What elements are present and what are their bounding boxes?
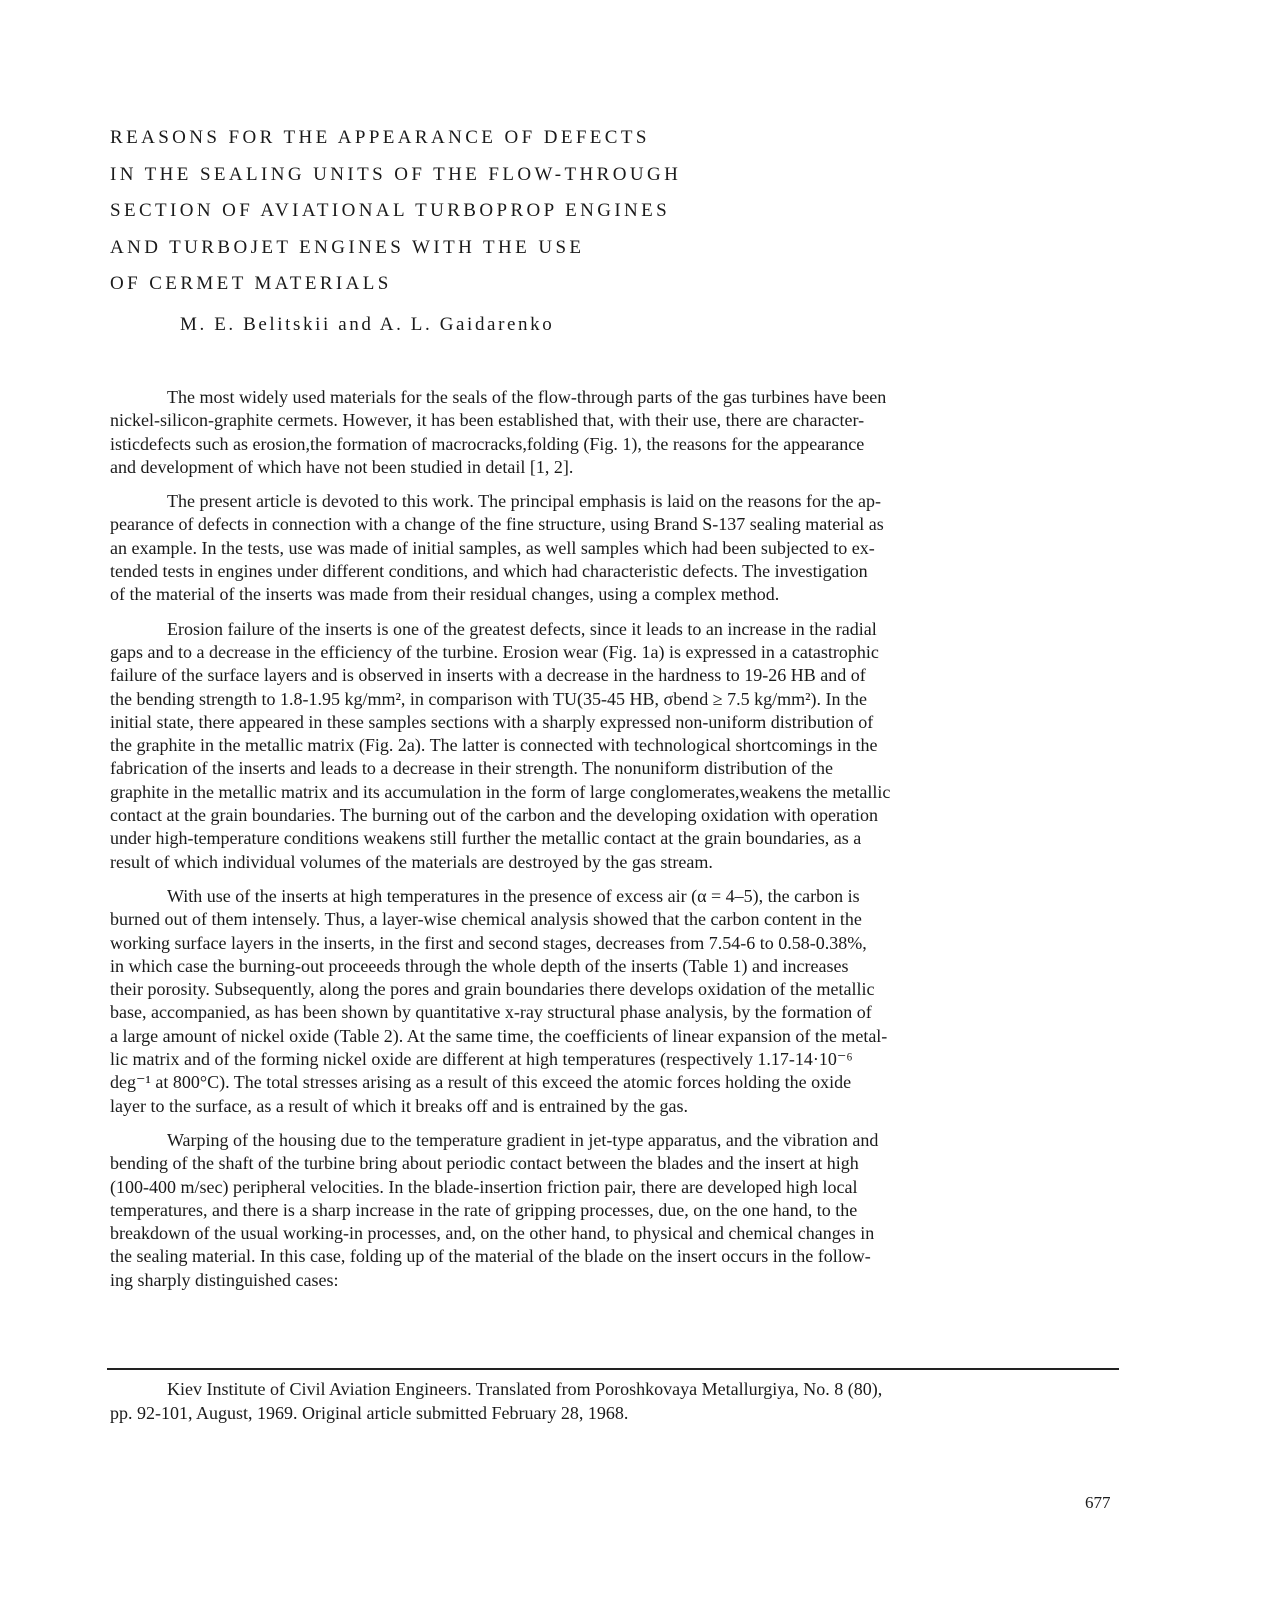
text-line: isticdefects such as erosion,the formation of macrocracks,folding (Fig. 1), the reasons for the appearance (110, 433, 865, 454)
title-line: IN THE SEALING UNITS OF THE FLOW-THROUGH (110, 163, 682, 185)
text-line: lic matrix and of the forming nickel oxide are different at high temperatures (respectively 1.17-14·10⁻⁶ (110, 1049, 853, 1070)
title-line: REASONS FOR THE APPEARANCE OF DEFECTS (110, 127, 650, 148)
text-line: With use of the inserts at high temperatures in the presence of excess air (α = 4–5), the carbon is (167, 885, 860, 906)
article-body (110, 386, 1118, 1303)
text-line: gaps and to a decrease in the efficiency of the turbine. Erosion wear (Fig. 1a) is expressed in a catastrophic (110, 641, 879, 662)
text-line: deg⁻¹ at 800°C). The total stresses arising as a result of this exceed the atomic forces holding the oxide (110, 1072, 852, 1093)
footnote-line: Kiev Institute of Civil Aviation Engineers. Translated from Poroshkovaya Metallurgiya, No. 8 (80), (167, 1379, 883, 1399)
text-line: burned out of them intensely. Thus, a layer-wise chemical analysis showed that the carbon content in the (110, 909, 862, 930)
title-line: AND TURBOJET ENGINES WITH THE USE (110, 236, 585, 258)
paragraph (110, 386, 1118, 479)
text-line: (100-400 m/sec) peripheral velocities. In the blade-insertion friction pair, there are developed high local (110, 1176, 858, 1197)
text-line: an example. In the tests, use was made of initial samples, as well samples which had been subjected to ex- (110, 537, 875, 558)
text-line: graphite in the metallic matrix and its accumulation in the form of large conglomerates,weakens the metallic (110, 781, 891, 802)
text-line: tended tests in engines under different conditions, and which had characteristic defects. The investigation (110, 561, 868, 582)
paragraph (110, 618, 1118, 874)
text-line: fabrication of the inserts and leads to a decrease in their strength. The nonuniform distribution of the (110, 758, 833, 779)
text-line: the graphite in the metallic matrix (Fig. 2a). The latter is connected with technological shortcomings in the (110, 735, 878, 756)
footnote-line: pp. 92-101, August, 1969. Original article submitted February 28, 1968. (110, 1403, 629, 1423)
text-line: contact at the grain boundaries. The burning out of the carbon and the developing oxidation with operation (110, 805, 878, 826)
text-line: in which case the burning-out proceeeds through the whole depth of the inserts (Table 1) and increases (110, 955, 849, 976)
text-line: the bending strength to 1.8-1.95 kg/mm², in comparison with TU(35-45 HB, σbend ≥ 7.5 kg/mm²). In the (110, 688, 867, 709)
footnote (110, 1377, 1118, 1425)
text-line: pearance of defects in connection with a change of the fine structure, using Brand S-137 sealing material as (110, 514, 884, 535)
paragraph (110, 1129, 1118, 1292)
text-line: breakdown of the usual working-in processes, and, on the other hand, to physical and chemical changes in (110, 1223, 875, 1244)
page-number: 677 (1085, 1493, 1111, 1512)
text-line: Warping of the housing due to the temperature gradient in jet-type apparatus, and the vibration and (167, 1129, 879, 1150)
text-line: and development of which have not been studied in detail [1, 2]. (110, 456, 574, 477)
paragraph (110, 885, 1118, 1118)
text-line: Erosion failure of the inserts is one of the greatest defects, since it leads to an increase in the radial (167, 618, 877, 639)
text-line: failure of the surface layers and is observed in inserts with a decrease in the hardness to 19-26 HB and of (110, 665, 866, 686)
text-line: initial state, there appeared in these samples sections with a sharply expressed non-uniform distribution of (110, 711, 874, 732)
text-line: ing sharply distinguished cases: (110, 1269, 339, 1290)
text-line: result of which individual volumes of the materials are destroyed by the gas stream. (110, 851, 713, 872)
text-line: The most widely used materials for the seals of the flow-through parts of the gas turbines have been (167, 387, 887, 407)
text-line: bending of the shaft of the turbine bring about periodic contact between the blades and the insert at high (110, 1153, 859, 1174)
text-line: under high-temperature conditions weakens still further the metallic contact at the grain boundaries, as a (110, 828, 862, 849)
title-line: SECTION OF AVIATIONAL TURBOPROP ENGINES (110, 200, 671, 221)
paragraph (110, 490, 1118, 606)
text-line: nickel-silicon-graphite cermets. However, it has been established that, with their use, there are character- (110, 410, 865, 431)
authors: M. E. Belitskii and A. L. Gaidarenko (180, 314, 555, 335)
text-line: The present article is devoted to this work. The principal emphasis is laid on the reasons for the ap- (167, 491, 881, 512)
text-line: the sealing material. In this case, folding up of the material of the blade on the insert occurs in the follow- (110, 1246, 871, 1267)
text-line: temperatures, and there is a sharp increase in the rate of gripping processes, due, on the one hand, to the (110, 1199, 858, 1220)
text-line: their porosity. Subsequently, along the pores and grain boundaries there develops oxidation of the metallic (110, 979, 875, 1000)
text-line: of the material of the inserts was made from their residual changes, using a complex method. (110, 584, 780, 605)
text-line: base, accompanied, as has been shown by quantitative x-ray structural phase analysis, by the formation of (110, 1002, 872, 1023)
article-title (110, 120, 681, 303)
text-line: working surface layers in the inserts, in the first and second stages, decreases from 7.54-6 to 0.58-0.38%, (110, 932, 867, 953)
footnote-divider (107, 1368, 1119, 1370)
text-line: layer to the surface, as a result of which it breaks off and is entrained by the gas. (110, 1095, 688, 1116)
text-line: a large amount of nickel oxide (Table 2). At the same time, the coefficients of linear expansion of the metal- (110, 1025, 888, 1046)
title-line: OF CERMET MATERIALS (110, 273, 392, 294)
